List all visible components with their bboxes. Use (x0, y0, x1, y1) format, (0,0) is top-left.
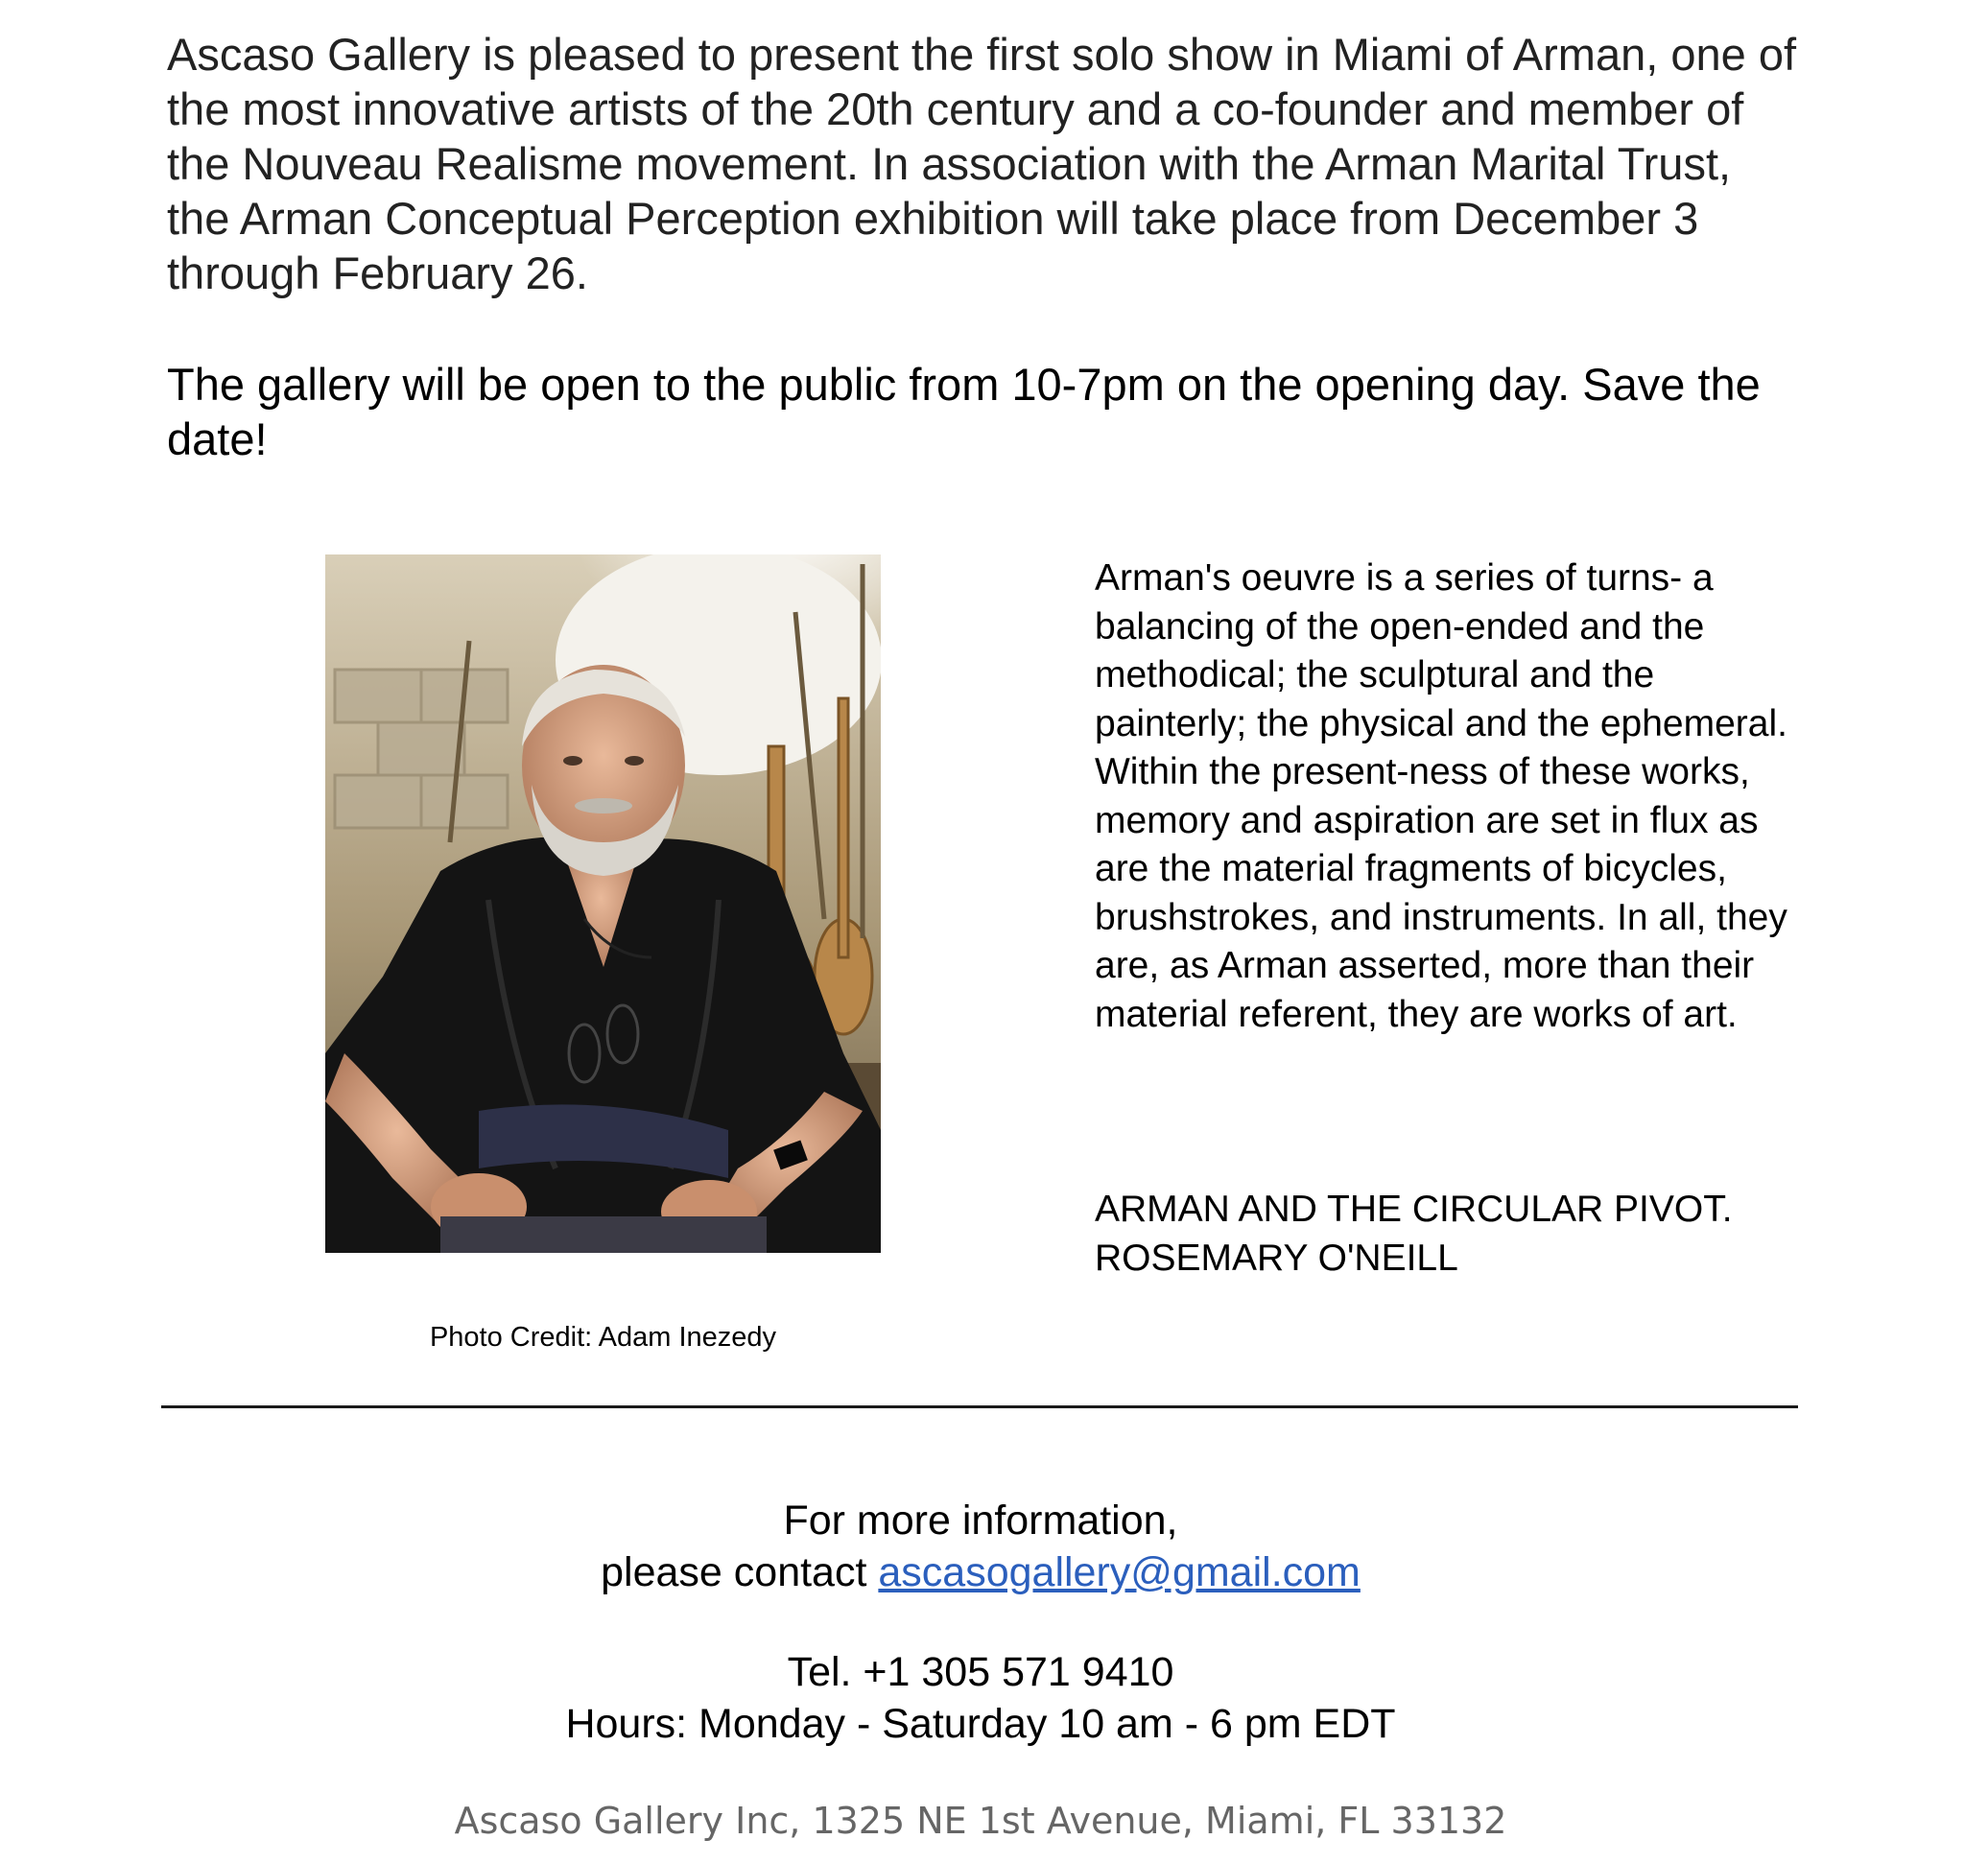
opening-note: The gallery will be open to the public from 10-7pm on the opening day. Save the date! (167, 359, 1761, 464)
contact-line-1: For more information, (783, 1497, 1178, 1544)
quote-text: Arman's oeuvre is a series of turns- a balancing of the open-ended and the methodical; the sculptural and the painterly; the physical and the ephemeral. Within the present-ness of these works, memory and aspiration are set in flux as are the material fragments of bicycles, brushstrokes, and instruments. In all, they are, as Arman asserted, more than their material referent, they are works of art. (1095, 557, 1787, 1035)
contact-prefix: please contact (601, 1549, 879, 1595)
quote-attribution (1095, 1186, 1824, 1283)
opening-hours: Hours: Monday - Saturday 10 am - 6 pm EDT (565, 1701, 1396, 1747)
intro-paragraph: Ascaso Gallery is pleased to present the first solo show in Miami of Arman, one of the most innovative artists of the 20th century and a co-founder and member of the Nouveau Realisme movement. In association with the Arman Marital Trust, the Arman Conceptual Perception exhibition will take place from December 3 through February 26. (167, 29, 1797, 298)
photo-credit: Photo Credit: Adam Inezedy (429, 1322, 777, 1353)
gallery-address: Ascaso Gallery Inc, 1325 NE 1st Avenue, Miami, FL 33132 (454, 1800, 1507, 1842)
artist-photo (325, 554, 881, 1253)
quote-source-title: ARMAN AND THE CIRCULAR PIVOT. (1095, 1189, 1733, 1230)
quote-source-author: ROSEMARY O'NEILL (1095, 1237, 1458, 1279)
phone-number: Tel. +1 305 571 9410 (787, 1649, 1174, 1695)
email-link[interactable]: ascasogallery@gmail.com (878, 1549, 1361, 1595)
contact-block (0, 1495, 1961, 1750)
contact-spacer (0, 1598, 1961, 1646)
contact-line-2 (0, 1546, 1961, 1598)
artist-photo-illustration (325, 554, 881, 1253)
section-divider (161, 1405, 1798, 1408)
